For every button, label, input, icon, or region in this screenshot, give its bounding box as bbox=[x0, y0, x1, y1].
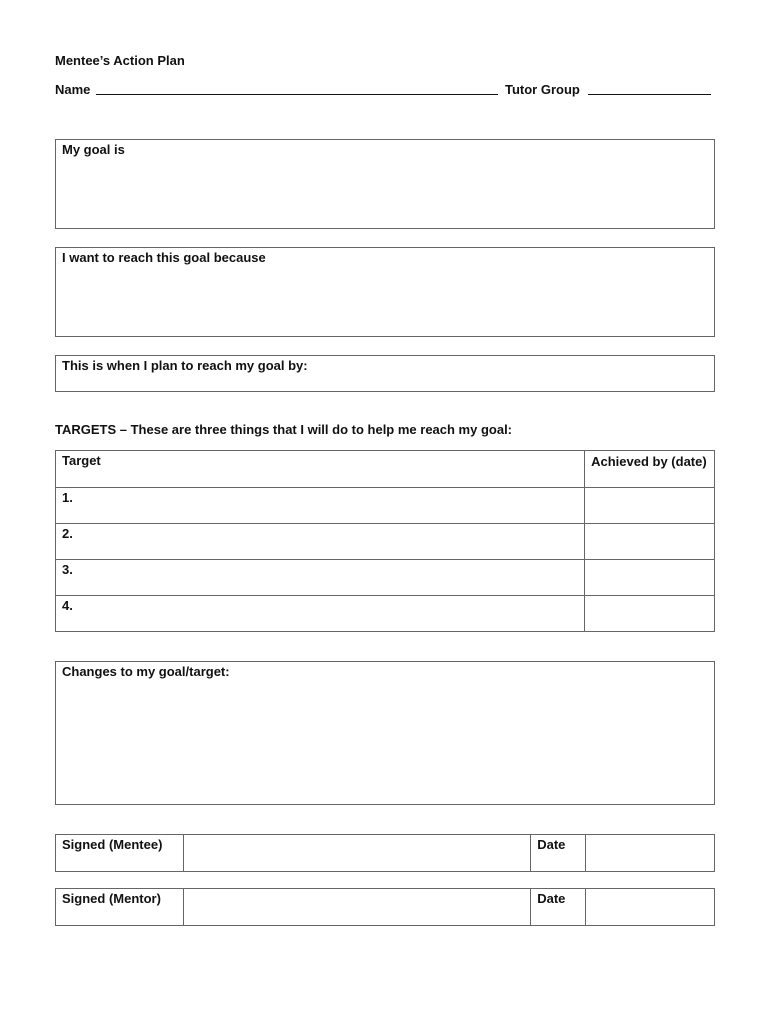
table-row bbox=[56, 488, 715, 524]
goal-label: My goal is bbox=[62, 142, 125, 157]
mentee-signature-table bbox=[55, 834, 715, 872]
reason-label: I want to reach this goal because bbox=[62, 250, 266, 265]
mentee-signature-field[interactable] bbox=[183, 835, 530, 872]
page-title: Mentee’s Action Plan bbox=[55, 53, 185, 68]
name-field[interactable] bbox=[96, 94, 498, 95]
target-column-header: Target bbox=[56, 451, 585, 488]
achieved-date-cell[interactable] bbox=[585, 488, 715, 524]
changes-box[interactable] bbox=[55, 661, 715, 805]
target-cell[interactable]: 1. bbox=[56, 488, 585, 524]
achieved-column-header: Achieved by (date) bbox=[585, 451, 715, 488]
mentor-signature-table bbox=[55, 888, 715, 926]
mentee-date-label: Date bbox=[531, 835, 586, 872]
target-cell[interactable]: 2. bbox=[56, 524, 585, 560]
tutor-group-label: Tutor Group bbox=[505, 82, 580, 97]
achieved-date-cell[interactable] bbox=[585, 560, 715, 596]
changes-label: Changes to my goal/target: bbox=[62, 664, 230, 679]
goal-date-box[interactable] bbox=[55, 355, 715, 392]
targets-heading: TARGETS – These are three things that I will do to help me reach my goal: bbox=[55, 422, 513, 437]
mentee-date-field[interactable] bbox=[586, 835, 715, 872]
name-line bbox=[55, 82, 715, 100]
targets-header-row bbox=[56, 451, 715, 488]
targets-table bbox=[55, 450, 715, 632]
achieved-date-cell[interactable] bbox=[585, 596, 715, 632]
signed-mentee-label: Signed (Mentee) bbox=[56, 835, 184, 872]
name-label: Name bbox=[55, 82, 91, 97]
mentor-date-label: Date bbox=[531, 889, 586, 926]
goal-date-label: This is when I plan to reach my goal by: bbox=[62, 358, 308, 373]
table-row bbox=[56, 596, 715, 632]
goal-box[interactable] bbox=[55, 139, 715, 229]
table-row bbox=[56, 524, 715, 560]
mentor-signature-field[interactable] bbox=[183, 889, 530, 926]
target-cell[interactable]: 4. bbox=[56, 596, 585, 632]
table-row bbox=[56, 560, 715, 596]
tutor-group-field[interactable] bbox=[588, 94, 711, 95]
reason-box[interactable] bbox=[55, 247, 715, 337]
mentor-date-field[interactable] bbox=[586, 889, 715, 926]
signed-mentor-label: Signed (Mentor) bbox=[56, 889, 184, 926]
achieved-date-cell[interactable] bbox=[585, 524, 715, 560]
target-cell[interactable]: 3. bbox=[56, 560, 585, 596]
